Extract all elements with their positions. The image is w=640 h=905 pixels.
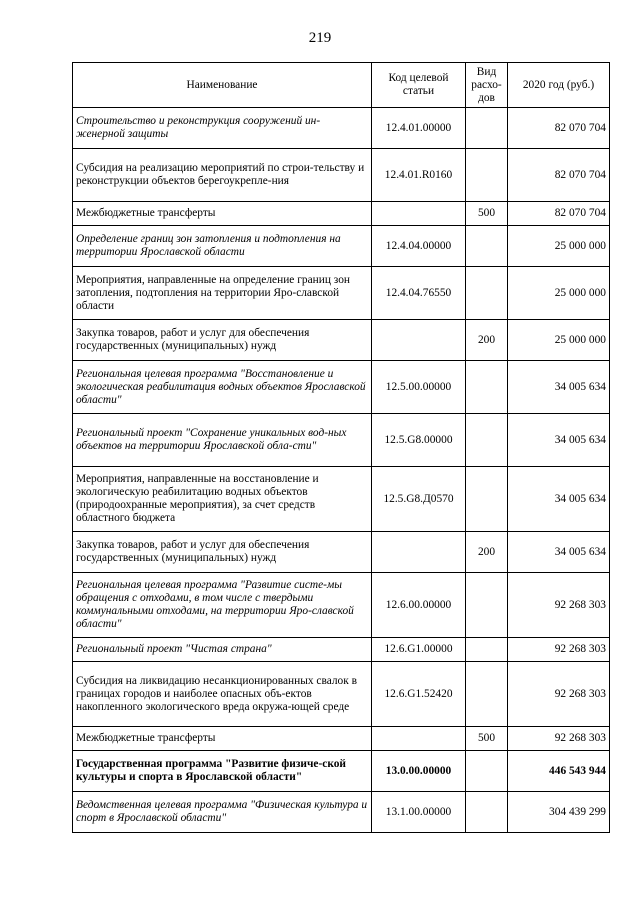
cell-amount: 34 005 634 <box>508 532 610 573</box>
cell-amount: 92 268 303 <box>508 662 610 727</box>
cell-amount: 304 439 299 <box>508 792 610 833</box>
cell-name: Субсидия на реализацию мероприятий по строи-тельству и реконструкции объектов берегоукрепле-ния <box>73 149 372 202</box>
cell-code: 12.6.G1.52420 <box>372 662 466 727</box>
cell-code: 12.5.00.00000 <box>372 361 466 414</box>
cell-name: Закупка товаров, работ и услуг для обеспечения государственных (муниципальных) нужд <box>73 320 372 361</box>
cell-code <box>372 727 466 751</box>
cell-type <box>466 267 508 320</box>
cell-amount: 34 005 634 <box>508 414 610 467</box>
cell-type: 500 <box>466 727 508 751</box>
table-row <box>73 638 610 662</box>
cell-name: Мероприятия, направленные на восстановление и экологическую реабилитацию водных объектов (природоохранные мероприятия), за счет средств областного бюджета <box>73 467 372 532</box>
cell-name: Строительство и реконструкция сооружений ин-женерной защиты <box>73 108 372 149</box>
cell-amount: 82 070 704 <box>508 149 610 202</box>
table-row <box>73 532 610 573</box>
cell-type: 200 <box>466 320 508 361</box>
cell-code: 12.5.G8.Д0570 <box>372 467 466 532</box>
cell-type <box>466 638 508 662</box>
table-row <box>73 727 610 751</box>
cell-name: Ведомственная целевая программа "Физическая культура и спорт в Ярославской области" <box>73 792 372 833</box>
cell-code: 12.6.00.00000 <box>372 573 466 638</box>
cell-code: 13.0.00.00000 <box>372 751 466 792</box>
cell-amount: 34 005 634 <box>508 467 610 532</box>
cell-type <box>466 573 508 638</box>
cell-code: 12.4.04.00000 <box>372 226 466 267</box>
cell-name: Субсидия на ликвидацию несанкционированных свалок в границах городов и наиболее опасных объ-ектов накопленного экологического вреда окружа-ющей среде <box>73 662 372 727</box>
table-row <box>73 149 610 202</box>
cell-amount: 25 000 000 <box>508 226 610 267</box>
table-row <box>73 573 610 638</box>
cell-type <box>466 662 508 727</box>
table-row <box>73 320 610 361</box>
page-number: 219 <box>308 30 332 46</box>
table-row <box>73 108 610 149</box>
cell-name: Региональная целевая программа "Восстановление и экологическая реабилитация водных объектов Ярославской области" <box>73 361 372 414</box>
cell-type: 200 <box>466 532 508 573</box>
cell-type <box>466 108 508 149</box>
header-type: Вид расхо-дов <box>466 63 508 108</box>
table-row <box>73 662 610 727</box>
cell-amount: 92 268 303 <box>508 638 610 662</box>
cell-name: Мероприятия, направленные на определение границ зон затопления, подтопления на территории Яро-славской области <box>73 267 372 320</box>
cell-name: Определение границ зон затопления и подтопления на территории Ярославской области <box>73 226 372 267</box>
table-row <box>73 467 610 532</box>
cell-code: 13.1.00.00000 <box>372 792 466 833</box>
cell-type <box>466 467 508 532</box>
cell-amount: 92 268 303 <box>508 573 610 638</box>
cell-code: 12.4.01.00000 <box>372 108 466 149</box>
cell-code <box>372 202 466 226</box>
table-row <box>73 202 610 226</box>
table-row <box>73 267 610 320</box>
cell-type <box>466 361 508 414</box>
cell-type <box>466 414 508 467</box>
cell-name: Межбюджетные трансферты <box>73 727 372 751</box>
cell-amount: 25 000 000 <box>508 320 610 361</box>
table-row <box>73 361 610 414</box>
cell-name: Региональный проект "Чистая страна" <box>73 638 372 662</box>
cell-name: Закупка товаров, работ и услуг для обеспечения государственных (муниципальных) нужд <box>73 532 372 573</box>
header-name: Наименование <box>73 63 372 108</box>
cell-amount: 446 543 944 <box>508 751 610 792</box>
budget-table <box>72 62 610 833</box>
cell-code <box>372 320 466 361</box>
table-row <box>73 792 610 833</box>
cell-type <box>466 751 508 792</box>
table-row <box>73 414 610 467</box>
cell-type <box>466 792 508 833</box>
cell-amount: 82 070 704 <box>508 202 610 226</box>
cell-name: Региональная целевая программа "Развитие систе-мы обращения с отходами, в том числе с твердыми коммунальными отходами, на территории Яро-славской области" <box>73 573 372 638</box>
header-amount: 2020 год (руб.) <box>508 63 610 108</box>
table-row <box>73 751 610 792</box>
cell-code: 12.5.G8.00000 <box>372 414 466 467</box>
cell-type <box>466 149 508 202</box>
cell-amount: 25 000 000 <box>508 267 610 320</box>
cell-amount: 34 005 634 <box>508 361 610 414</box>
cell-type: 500 <box>466 202 508 226</box>
cell-amount: 92 268 303 <box>508 727 610 751</box>
cell-code <box>372 532 466 573</box>
cell-code: 12.4.01.R0160 <box>372 149 466 202</box>
cell-type <box>466 226 508 267</box>
cell-code: 12.4.04.76550 <box>372 267 466 320</box>
table-header-row <box>73 63 610 108</box>
cell-code: 12.6.G1.00000 <box>372 638 466 662</box>
cell-name: Межбюджетные трансферты <box>73 202 372 226</box>
cell-amount: 82 070 704 <box>508 108 610 149</box>
header-code: Код целевой статьи <box>372 63 466 108</box>
cell-name: Региональный проект "Сохранение уникальных вод-ных объектов на территории Ярославской обла-сти" <box>73 414 372 467</box>
cell-name: Государственная программа "Развитие физиче-ской культуры и спорта в Ярославской области" <box>73 751 372 792</box>
table-row <box>73 226 610 267</box>
